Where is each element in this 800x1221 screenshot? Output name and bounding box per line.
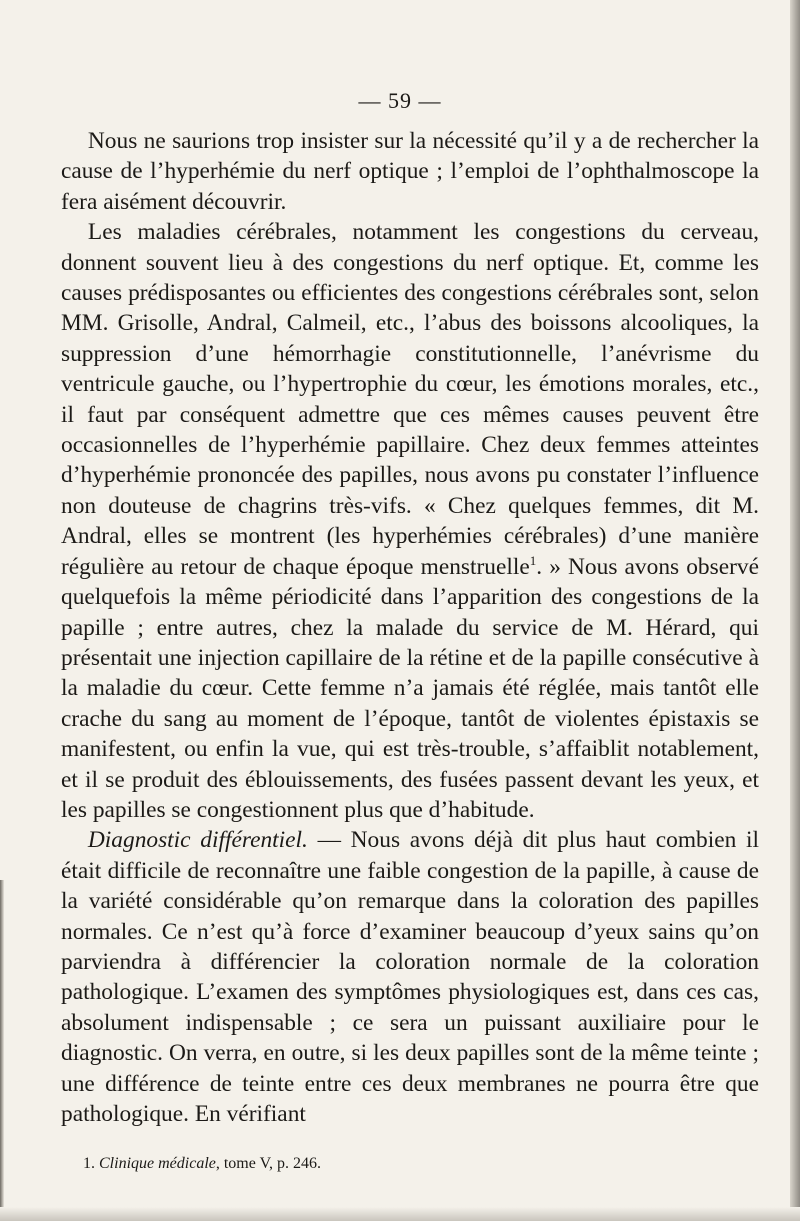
paragraph-3 <box>61 825 759 1129</box>
paragraph-2 <box>61 217 759 825</box>
paragraph-2-part-1: Les maladies cérébrales, notamment les congestions du cerveau, donnent souvent lieu à des congestions du nerf optique. Et, comme les causes prédisposantes ou efficientes des congestions cérébrales sont, selon MM. Grisolle, Andral, Calmeil, etc., l’abus des boissons alcooliques, la suppression d’une hémorrhagie constitutionnelle, l’anévrisme du ventricule gauche, ou l’hypertrophie du cœur, les émotions morales, etc., il faut par conséquent admettre que ces mêmes causes peuvent être occasionnelles de l’hyperhémie papillaire. Chez deux femmes atteintes d’hyperhémie prononcée des papilles, nous avons pu constater l’influence non douteuse de chagrins très-vifs. « Chez quelques femmes, dit M. Andral, elles se montrent (les hyperhémies cérébrales) d’une manière régulière au retour de chaque époque menstruelle <box>61 219 759 580</box>
body-text <box>61 126 759 1129</box>
paragraph-3-text: — Nous avons déjà dit plus haut combien il était difficile de reconnaître une faible congestion de la papille, à cause de la variété considérable qu’on remarque dans la coloration des papilles normales. Ce n’est qu’à force d’examiner beaucoup d’yeux sains qu’on parviendra à différencier la coloration normale de la coloration pathologique. L’examen des symptômes physiologiques est, dans ces cas, absolument indispensable ; ce sera un puissant auxiliaire pour le diagnostic. On verra, en outre, si les deux papilles sont de la même teinte ; une différence de teinte entre ces deux membranes ne pourra être que pathologique. En vérifiant <box>61 827 759 1127</box>
footnote-citation: , tome V, p. 246. <box>215 1155 322 1172</box>
page-bottom-shadow <box>0 1207 800 1221</box>
footnote-title: Clinique médicale <box>99 1155 216 1172</box>
section-heading: Diagnostic différentiel. <box>87 827 308 854</box>
footnote-number: 1. <box>83 1155 95 1172</box>
binding-shadow <box>0 880 4 1221</box>
page-number: — 59 — <box>358 88 442 113</box>
paragraph-1: Nous ne saurions trop insister sur la nécessité qu’il y a de rechercher la cause de l’hyperhémie du nerf optique ; l’emploi de l’ophthalmoscope la fera aisément découvrir. <box>61 128 759 215</box>
page-edge-shadow <box>790 0 800 1221</box>
footnote-reference[interactable]: 1 <box>529 552 537 568</box>
footnote <box>83 1154 743 1174</box>
paragraph-2-part-2: . » Nous avons observé quelquefois la même périodicité dans l’apparition des congestions de la papille ; entre autres, chez la malade du service de M. Hérard, qui présentait une injection capillaire de la rétine et de la papille consécutive à la maladie du cœur. Cette femme n’a jamais été réglée, mais tantôt elle crache du sang au moment de l’époque, tantôt de violentes épistaxis se manifestent, ou enfin la vue, qui est très-trouble, s’affaiblit notablement, et il se produit des éblouissements, des fusées passent devant les yeux, et les papilles se congestionnent plus que d’habitude. <box>61 553 759 823</box>
